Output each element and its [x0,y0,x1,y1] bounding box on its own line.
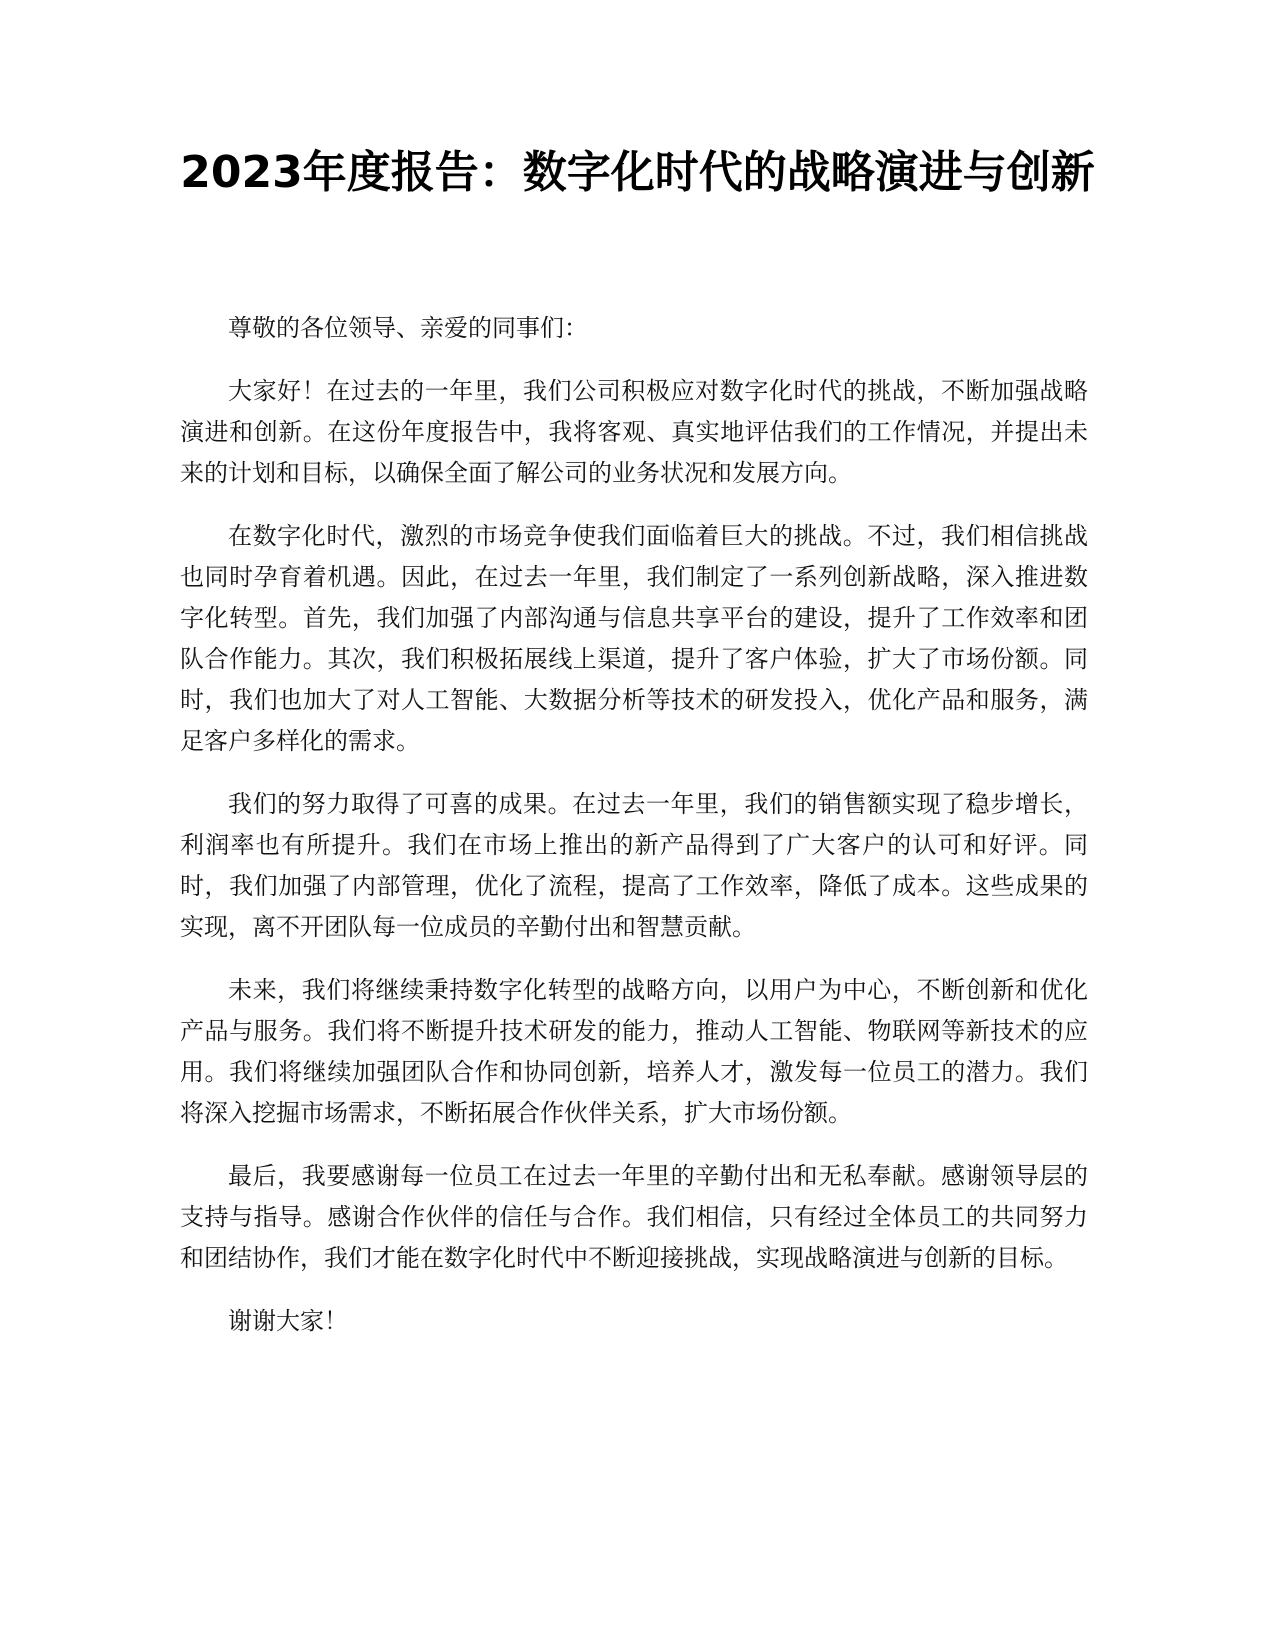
paragraph: 在数字化时代，激烈的市场竞争使我们面临着巨大的挑战。不过，我们相信挑战也同时孕育着机遇。因此，在过去一年里，我们制定了一系列创新战略，深入推进数字化转型。首先，我们加强了内部沟通与信息共享平台的建设，提升了工作效率和团队合作能力。其次，我们积极拓展线上渠道，提升了客户体验，扩大了市场份额。同时，我们也加大了对人工智能、大数据分析等技术的研发投入，优化产品和服务，满足客户多样化的需求。 [180,522,1088,755]
closing: 谢谢大家！ [228,1307,348,1335]
document-body [180,308,1088,1364]
salutation: 尊敬的各位领导、亲爱的同事们： [228,314,588,342]
paragraph: 大家好！在过去的一年里，我们公司积极应对数字化时代的挑战，不断加强战略演进和创新。在这份年度报告中，我将客观、真实地评估我们的工作情况，并提出未来的计划和目标，以确保全面了解公司的业务状况和发展方向。 [180,377,1088,487]
paragraph: 最后，我要感谢每一位员工在过去一年里的辛勤付出和无私奉献。感谢领导层的支持与指导。感谢合作伙伴的信任与合作。我们相信，只有经过全体员工的共同努力和团结协作，我们才能在数字化时代中不断迎接挑战，实现战略演进与创新的目标。 [180,1162,1088,1272]
paragraph: 未来，我们将继续秉持数字化转型的战略方向，以用户为中心，不断创新和优化产品与服务。我们将不断提升技术研发的能力，推动人工智能、物联网等新技术的应用。我们将继续加强团队合作和协同创新，培养人才，激发每一位员工的潜力。我们将深入挖掘市场需求，不断拓展合作伙伴关系，扩大市场份额。 [180,976,1088,1127]
document-title: 2023年度报告：数字化时代的战略演进与创新 [180,147,1095,198]
paragraph: 我们的努力取得了可喜的成果。在过去一年里，我们的销售额实现了稳步增长，利润率也有所提升。我们在市场上推出的新产品得到了广大客户的认可和好评。同时，我们加强了内部管理，优化了流程，提高了工作效率，降低了成本。这些成果的实现，离不开团队每一位成员的辛勤付出和智慧贡献。 [180,790,1088,941]
